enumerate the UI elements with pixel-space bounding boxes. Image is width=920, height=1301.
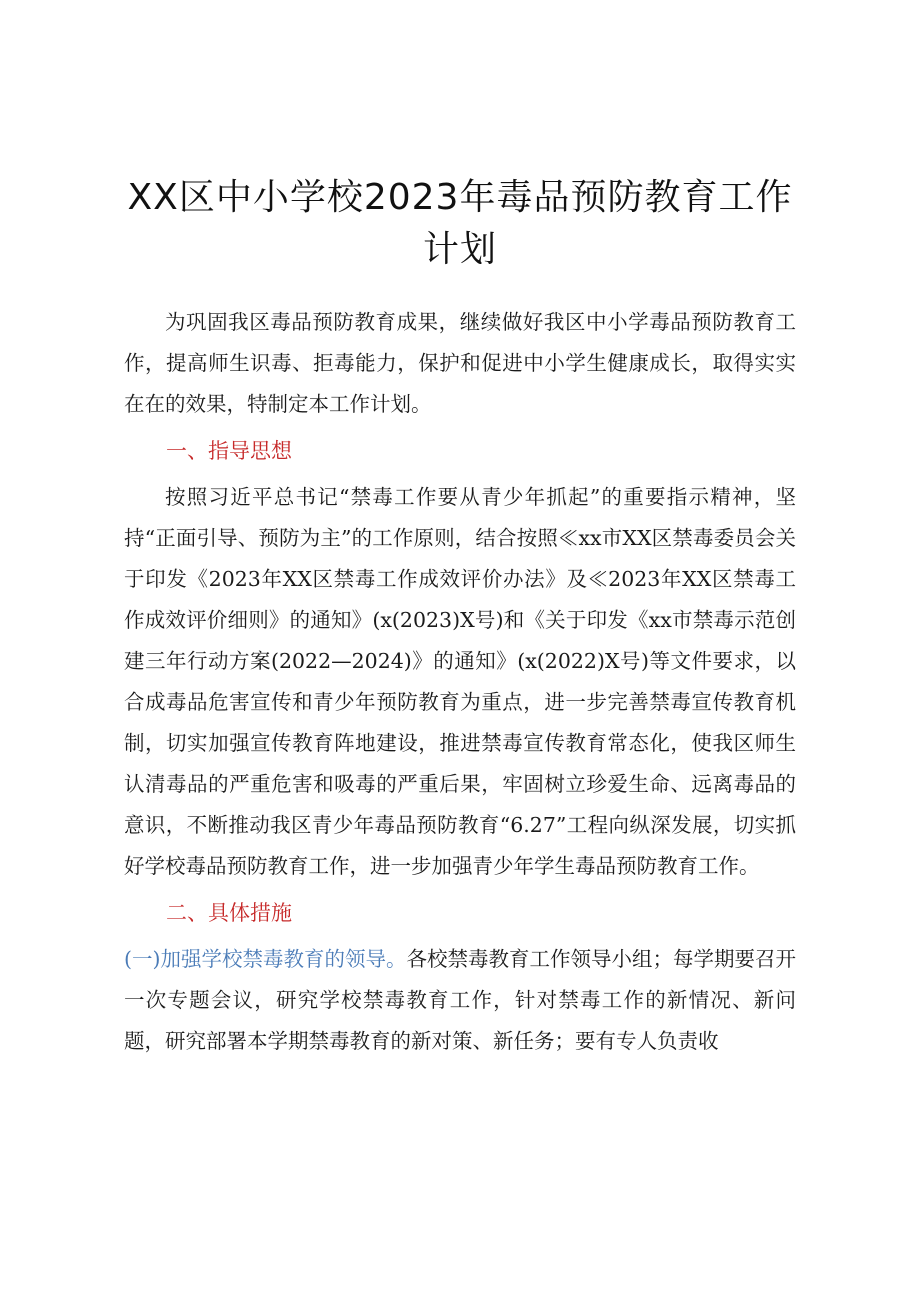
section-heading-specific-measures: 二、具体措施 <box>166 901 292 925</box>
measure-item-1-subhead: (一)加强学校禁毒教育的领导。 <box>124 947 407 971</box>
document-title: XX区中小学校2023年毒品预防教育工作计划 <box>127 177 793 270</box>
guiding-principles-paragraph: 按照习近平总书记“禁毒工作要从青少年抓起”的重要指示精神，坚持“正面引导、预防为主”的工作原则，结合按照≪xx市XX区禁毒委员会关于印发《2023年XX区禁毒工作成效评价办法》及≪2023年XX区禁毒工作成效评价细则》的通知》(x(2023)X号)和《关于印发《xx市禁毒示范创建三年行动方案(2022—2024)》的通知》(x(2022)X号)等文件要求，以合成毒品危害宣传和青少年预防教育为重点，进一步完善禁毒宣传教育机制，切实加强宣传教育阵地建设，推进禁毒宣传教育常态化，使我区师生认清毒品的严重危害和吸毒的严重后果，牢固树立珍爱生命、远离毒品的意识，不断推动我区青少年毒品预防教育“6.27”工程向纵深发展，切实抓好学校毒品预防教育工作，进一步加强青少年学生毒品预防教育工作。 <box>124 485 796 878</box>
section-heading-guiding-principles: 一、指导思想 <box>166 439 292 463</box>
document-body <box>124 302 796 1062</box>
measure-item-1 <box>124 939 796 1062</box>
intro-paragraph: 为巩固我区毒品预防教育成果，继续做好我区中小学毒品预防教育工作，提高师生识毒、拒毒能力，保护和促进中小学生健康成长，取得实实在在的效果，特制定本工作计划。 <box>124 310 796 416</box>
measure-item-1-text: 各校禁毒教育工作领导小组；每学期要召开一次专题会议，研究学校禁毒教育工作，针对禁毒工作的新情况、新问题，研究部署本学期禁毒教育的新对策、新任务；要有专人负责收 <box>124 947 796 1053</box>
